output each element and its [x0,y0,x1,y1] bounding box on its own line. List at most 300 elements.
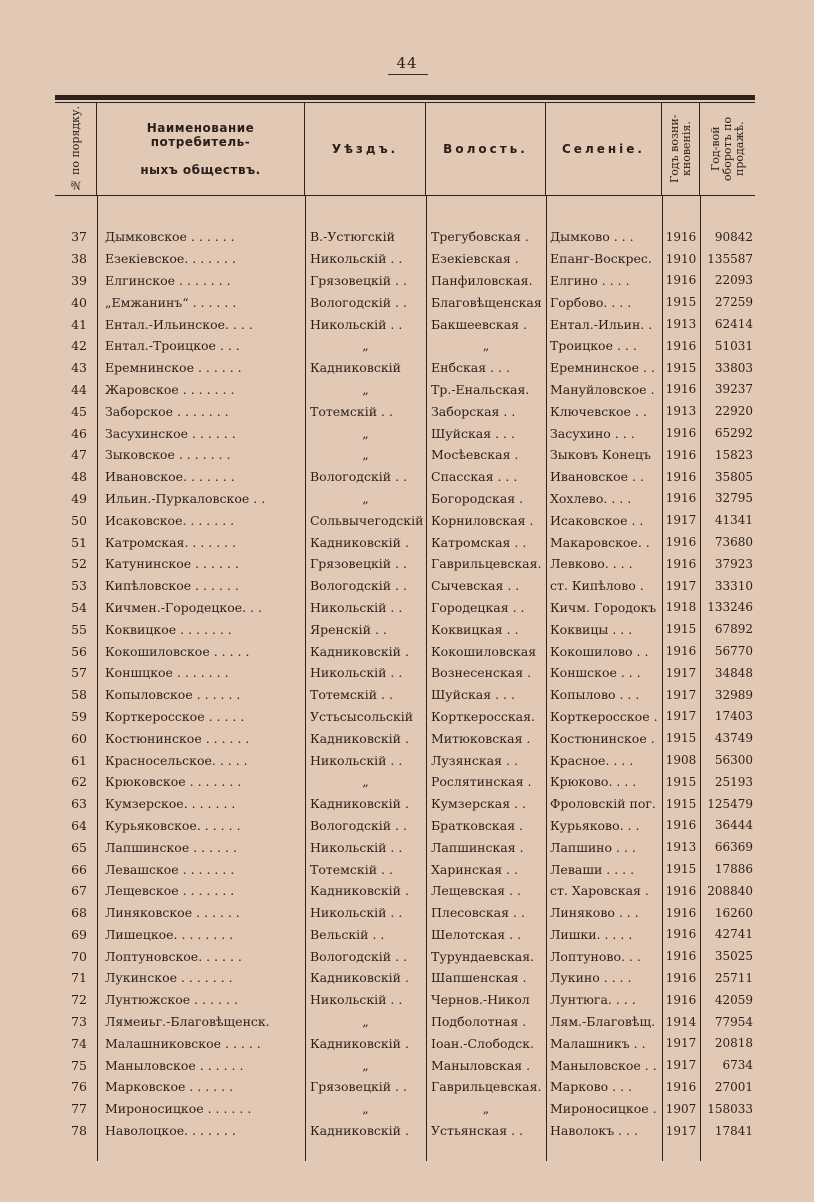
header-god-label: Годъ возни- кновенія. [667,114,693,184]
cell-uezd: Вологодскій . . [310,469,407,485]
cell-uezd: Никольскій . . [310,752,403,768]
cell-selenie: Еремнинское . . [550,360,655,376]
cell-volost: „ [482,338,490,354]
cell-no: 37 [71,229,87,245]
cell-volost: Шуйская . . . [431,687,515,703]
table-row [55,640,755,662]
cell-oborot: 158033 [707,1101,753,1116]
cell-god: 1918 [665,600,697,615]
cell-god: 1915 [665,622,697,637]
table-row [55,531,755,553]
cell-name: Наволоцкое. . . . . . . [105,1123,236,1139]
cell-volost: Корткеросская. [431,708,535,724]
cell-god: 1917 [665,1058,697,1073]
table-row [55,466,755,488]
cell-name: Жаровское . . . . . . . [105,381,235,397]
cell-name: Зыковское . . . . . . . [105,447,231,463]
table-row [55,1032,755,1054]
cell-uezd: „ [362,425,369,441]
table-row [55,989,755,1011]
header-selenie: Селеніе. [546,103,662,195]
cell-god: 1917 [665,687,697,702]
header-no [55,103,97,195]
cell-selenie: Ивановское . . [550,469,644,485]
table-row [55,313,755,335]
cell-oborot: 32795 [714,491,753,506]
table-top-rule [55,95,755,100]
cell-no: 69 [71,926,87,942]
cell-oborot: 6734 [722,1058,753,1073]
cell-volost: Благовѣщенская [431,294,542,310]
cell-uezd: Никольскій . . [310,599,403,615]
cell-name: Дымковское . . . . . . [105,229,235,245]
cell-oborot: 42741 [714,927,753,942]
cell-god: 1916 [665,905,697,920]
cell-volost: Іоан.-Слободск. [431,1035,535,1051]
cell-no: 64 [71,817,87,833]
cell-name: Лоптуновское. . . . . . [105,948,242,964]
cell-volost: Мосѣевская . [431,447,519,463]
cell-no: 66 [71,861,87,877]
cell-uezd: „ [362,1101,369,1117]
cell-uezd: „ [362,338,369,354]
table-row [55,1120,755,1142]
cell-god: 1908 [665,753,697,768]
cell-no: 61 [71,752,87,768]
cell-volost: Маныловская . [431,1057,531,1073]
cell-selenie: Лоптуново. . . [550,948,641,964]
cell-god: 1917 [665,709,697,724]
table-row [55,509,755,531]
cell-selenie: Лунтюга. . . . [550,992,636,1008]
cell-name: Лишецкое. . . . . . . . [105,926,234,942]
cell-no: 72 [71,992,87,1008]
table-row [55,815,755,837]
cell-oborot: 22920 [714,404,753,419]
cell-volost: Рослятинская . [431,774,532,790]
cell-volost: Гаврильцевская. [431,556,542,572]
table-row [55,575,755,597]
cell-volost: Вознесенская . [431,665,532,681]
cell-name: Кипѣловское . . . . . . [105,578,239,594]
cell-selenie: Копылово . . . [550,687,640,703]
cell-no: 51 [71,534,87,550]
cell-uezd: Вологодскій . . [310,817,407,833]
cell-name: Линяковское . . . . . . [105,905,240,921]
header-name-line2: ныхъ обществъ. [140,163,261,177]
cell-no: 56 [71,643,87,659]
cell-uezd: Кадниковскій . [310,796,409,812]
table-row [55,771,755,793]
header-oborot [700,103,755,195]
table-row [55,662,755,684]
cell-oborot: 34848 [714,665,753,680]
table-row [55,291,755,313]
cell-selenie: Епанг-Воскрес. [550,251,652,267]
cell-selenie: Лукино . . . . [550,970,632,986]
cell-volost: Кумзерская . . [431,796,527,812]
cell-oborot: 39237 [714,382,753,397]
page-number-rule [388,74,428,75]
cell-uezd: Никольскій . . [310,316,403,332]
cell-uezd: Сольвычегодскій [310,512,424,528]
cell-name: Корткеросское . . . . . [105,708,245,724]
cell-oborot: 22093 [714,273,753,288]
cell-selenie: Кокошилово . . [550,643,649,659]
table-row [55,488,755,510]
cell-selenie: Исаковское . . [550,512,644,528]
cell-selenie: Линяково . . . [550,905,639,921]
cell-oborot: 20818 [714,1036,753,1051]
cell-name: Исаковское. . . . . . . [105,512,235,528]
cell-uezd: Никольскій . . [310,665,403,681]
cell-name: Кичмен.-Городецкое. . . [105,599,262,615]
cell-selenie: Елгино . . . . [550,272,630,288]
cell-no: 44 [71,381,87,397]
cell-name: Ентал.-Ильинское. . . . [105,316,253,332]
cell-no: 38 [71,251,87,267]
cell-selenie: Красное. . . . [550,752,634,768]
cell-volost: Подболотная . [431,1014,527,1030]
cell-oborot: 66369 [714,840,753,855]
header-oborot-label: Год-вой оборотъ по продажѣ. [708,116,746,182]
cell-no: 41 [71,316,87,332]
cell-uezd: Грязовецкій . . [310,556,408,572]
cell-volost: Трегубовская . [431,229,529,245]
table-row [55,749,755,771]
cell-oborot: 33310 [714,578,753,593]
cell-volost: Устьянская . . [431,1123,524,1139]
cell-volost: Лещевская . . [431,883,521,899]
cell-god: 1916 [665,883,697,898]
cell-oborot: 35805 [714,469,753,484]
table-row [55,924,755,946]
cell-oborot: 16260 [714,905,753,920]
cell-oborot: 37923 [714,556,753,571]
cell-volost: Плесовская . . [431,905,525,921]
cell-uezd: Кадниковскій . [310,730,409,746]
table-row [55,1011,755,1033]
table-row [55,945,755,967]
cell-no: 68 [71,905,87,921]
cell-name: Мироносицкое . . . . . . [105,1101,252,1117]
cell-god: 1916 [665,949,697,964]
cell-uezd: „ [362,774,369,790]
cell-god: 1916 [665,1079,697,1094]
cell-no: 77 [71,1101,87,1117]
cell-volost: Шелотская . . [431,926,522,942]
cell-uezd: „ [362,1014,369,1030]
cell-no: 74 [71,1035,87,1051]
cell-god: 1915 [665,295,697,310]
cell-selenie: Крюково. . . . [550,774,637,790]
cell-uezd: Кадниковскій [310,360,402,376]
cell-god: 1907 [665,1101,697,1116]
cell-oborot: 15823 [714,447,753,462]
table-row [55,553,755,575]
cell-name: Кумзерское. . . . . . . [105,796,236,812]
cell-oborot: 56770 [714,644,753,659]
cell-oborot: 51031 [714,338,753,353]
cell-volost: Городецкая . . [431,599,525,615]
cell-uezd: Никольскій . . [310,905,403,921]
cell-god: 1916 [665,556,697,571]
cell-name: Ильин.-Пуркаловское . . [105,490,266,506]
cell-volost: Шапшенская . [431,970,527,986]
cell-no: 62 [71,774,87,790]
cell-no: 57 [71,665,87,681]
cell-no: 78 [71,1123,87,1139]
cell-oborot: 17886 [714,862,753,876]
cell-oborot: 67892 [714,622,753,637]
cell-no: 46 [71,425,87,441]
table-row [55,902,755,924]
cell-name: Лещевское . . . . . . . [105,883,235,899]
cell-god: 1915 [665,862,697,876]
cell-volost: Катромская . . [431,534,527,550]
cell-god: 1916 [665,426,697,441]
cell-selenie: Коквицы . . . [550,621,633,637]
cell-god: 1916 [665,927,697,942]
table-row [55,1076,755,1098]
cell-oborot: 125479 [707,796,753,811]
cell-name: Марковское . . . . . . [105,1079,234,1095]
cell-name: Курьяковское. . . . . . [105,817,241,833]
cell-god: 1915 [665,360,697,375]
cell-volost: Харинская . . [431,861,519,877]
cell-no: 60 [71,730,87,746]
cell-oborot: 42059 [714,992,753,1007]
cell-uezd: Устьсысольскій [310,708,414,724]
cell-volost: Бакшеевская . [431,316,528,332]
cell-selenie: Лям.-Благовѣщ. [550,1014,656,1030]
table-row [55,793,755,815]
cell-uezd: Кадниковскій . [310,970,409,986]
cell-uezd: Кадниковскій . [310,643,409,659]
cell-no: 71 [71,970,87,986]
cell-volost: Кокошиловская [431,643,537,659]
table-row [55,967,755,989]
table-row [55,727,755,749]
cell-oborot: 77954 [714,1014,753,1029]
table-row [55,1098,755,1120]
cell-name: Елгинское . . . . . . . [105,272,231,288]
cell-selenie: Зыковъ Конецъ [550,447,651,463]
cell-selenie: Лапшино . . . [550,839,636,855]
page-number: 44 [396,54,418,72]
cell-god: 1916 [665,338,697,353]
cell-selenie: Лишки. . . . . [550,926,633,942]
cell-oborot: 35025 [714,949,753,964]
cell-no: 54 [71,599,87,615]
cell-selenie: Леваши . . . . [550,861,635,877]
cell-name: Крюковское . . . . . . . [105,774,242,790]
cell-uezd: Яренскій . . [310,621,387,637]
cell-god: 1916 [665,447,697,462]
cell-oborot: 135587 [707,251,753,266]
table-row [55,684,755,706]
cell-uezd: Тотемскій . . [310,403,393,419]
cell-oborot: 17403 [714,709,753,724]
cell-no: 39 [71,272,87,288]
cell-volost: Митюковская . [431,730,531,746]
cell-name: „Емжанинъ“ . . . . . . [105,294,237,310]
cell-selenie: Фроловскій пог. [550,796,656,812]
cell-selenie: Дымково . . . [550,229,634,245]
cell-name: Катунинское . . . . . . [105,556,239,572]
cell-oborot: 43749 [714,731,753,746]
cell-selenie: Малашникъ . . [550,1035,646,1051]
cell-volost: Братковская . [431,817,524,833]
cell-volost: Гаврильцевская. [431,1079,542,1095]
cell-uezd: Тотемскій . . [310,687,393,703]
cell-oborot: 32989 [714,687,753,702]
cell-no: 55 [71,621,87,637]
cell-volost: Шуйская . . . [431,425,515,441]
header-uezd: Уѣздъ. [305,103,426,195]
cell-selenie: Костюнинское . [550,730,655,746]
cell-uezd: „ [362,447,369,463]
cell-god: 1916 [665,644,697,659]
cell-god: 1916 [665,273,697,288]
cell-uezd: Кадниковскій . [310,883,409,899]
cell-god: 1916 [665,382,697,397]
cell-uezd: Вельскій . . [310,926,385,942]
cell-oborot: 41341 [714,513,753,528]
cell-name: Лямеиьг.-Благовѣщенск. [105,1014,270,1030]
cell-name: Еремнинское . . . . . . [105,360,242,376]
cell-no: 53 [71,578,87,594]
cell-name: Маныловское . . . . . . [105,1057,244,1073]
cell-selenie: Наволокъ . . . [550,1123,638,1139]
cell-volost: Панфиловская. [431,272,533,288]
cell-uezd: Грязовецкій . . [310,272,408,288]
cell-name: Кокошиловское . . . . . [105,643,250,659]
table-row [55,1054,755,1076]
cell-volost: Тр.-Енальская. [431,381,530,397]
cell-uezd: Никольскій . . [310,251,403,267]
cell-uezd: Вологодскій . . [310,578,407,594]
cell-name: Копыловское . . . . . . [105,687,241,703]
cell-god: 1916 [665,970,697,985]
consumer-societies-table [55,95,755,1161]
cell-selenie: Марково . . . [550,1079,632,1095]
cell-god: 1917 [665,578,697,593]
cell-god: 1916 [665,818,697,833]
cell-name: Коншцкое . . . . . . . [105,665,229,681]
cell-name: Левашское . . . . . . . [105,861,235,877]
cell-name: Катромская. . . . . . . [105,534,237,550]
cell-name: Красносельское. . . . . [105,752,248,768]
cell-name: Засухинское . . . . . . [105,425,236,441]
cell-god: 1913 [665,317,697,332]
cell-uezd: Вологодскій . . [310,948,407,964]
cell-volost: Спасская . . . [431,469,518,485]
cell-oborot: 56300 [714,753,753,768]
cell-volost: Турундаевская. [431,948,535,964]
cell-god: 1915 [665,774,697,789]
cell-name: Езекіевское. . . . . . . [105,251,236,267]
cell-uezd: Тотемскій . . [310,861,393,877]
cell-selenie: Мироносицкое . [550,1101,657,1117]
cell-god: 1917 [665,665,697,680]
cell-name: Малашниковское . . . . . [105,1035,261,1051]
cell-name: Лапшинское . . . . . . [105,839,237,855]
table-row [55,357,755,379]
cell-volost: Коквицкая . . [431,621,519,637]
cell-name: Заборское . . . . . . . [105,403,229,419]
cell-god: 1910 [665,251,697,266]
cell-selenie: Засухино . . . [550,425,635,441]
cell-name: Костюнинское . . . . . . [105,730,250,746]
cell-name: Лукинское . . . . . . . [105,970,233,986]
table-row [55,400,755,422]
cell-no: 58 [71,687,87,703]
cell-uezd: Никольскій . . [310,992,403,1008]
header-god [662,103,700,195]
header-volost: Волость. [426,103,546,195]
cell-selenie: Маныловское . . [550,1057,657,1073]
cell-no: 76 [71,1079,87,1095]
cell-selenie: Мануйловское . [550,381,655,397]
cell-oborot: 36444 [714,818,753,833]
cell-volost: Лузянская . . [431,752,518,768]
table-row [55,422,755,444]
cell-god: 1917 [665,1123,697,1138]
cell-no: 63 [71,796,87,812]
cell-no: 65 [71,839,87,855]
cell-god: 1916 [665,992,697,1007]
cell-volost: Чернов.-Никол [431,992,530,1008]
cell-uezd: Никольскій . . [310,839,403,855]
cell-no: 75 [71,1057,87,1073]
cell-name: Коквицкое . . . . . . . [105,621,232,637]
cell-selenie: Хохлево. . . . [550,490,632,506]
table-row [55,335,755,357]
cell-oborot: 27259 [714,295,753,310]
cell-volost: „ [482,1101,490,1117]
table-row [55,706,755,728]
cell-volost: Богородская . [431,490,524,506]
cell-god: 1917 [665,1036,697,1051]
cell-no: 49 [71,490,87,506]
cell-no: 50 [71,512,87,528]
cell-oborot: 25711 [714,970,753,985]
cell-volost: Сычевская . . [431,578,520,594]
cell-god: 1913 [665,840,697,855]
cell-selenie: Горбово. . . . [550,294,632,310]
cell-selenie: Ключевское . . [550,403,647,419]
cell-uezd: Кадниковскій . [310,1123,409,1139]
cell-oborot: 208840 [707,883,753,898]
cell-selenie: ст. Кипѣлово . [550,578,644,594]
cell-uezd: Вологодскій . . [310,294,407,310]
cell-name: Ивановское. . . . . . . [105,469,235,485]
cell-no: 47 [71,447,87,463]
cell-no: 40 [71,294,87,310]
cell-volost: Заборская . . [431,403,516,419]
header-name-line1: Наименование потребитель- [146,121,255,149]
cell-oborot: 62414 [714,317,753,332]
cell-selenie: Курьяково. . . [550,817,640,833]
cell-uezd: Грязовецкій . . [310,1079,408,1095]
table-body [55,196,755,1161]
table-header [55,103,755,196]
cell-volost: Лапшинская . [431,839,524,855]
cell-selenie: Кичм. Городокъ [550,599,657,615]
table-row [55,248,755,270]
table-row [55,618,755,640]
